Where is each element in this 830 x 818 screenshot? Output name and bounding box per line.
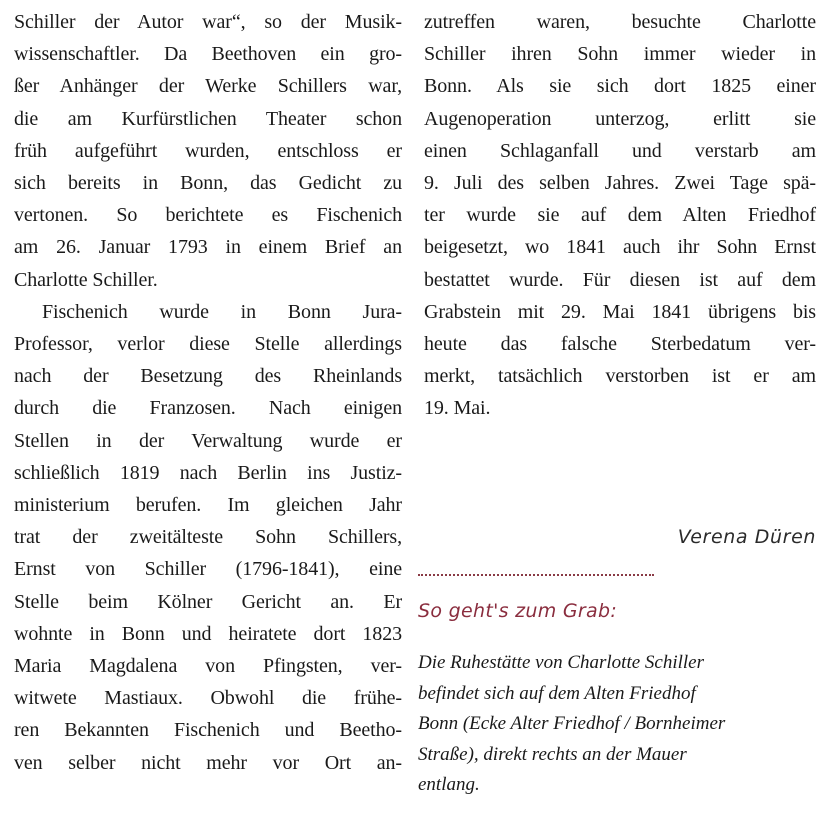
text-line: Grabstein mit 29. Mai 1841 übrigens bis: [424, 300, 816, 323]
text-line: durch die Franzosen. Nach einigen: [14, 397, 402, 420]
text-line: die am Kurfürstlichen Theater schon: [14, 107, 402, 130]
text-line: beigesetzt, wo 1841 auch ihr Sohn Ernst: [424, 236, 816, 259]
text-line: 9. Juli des selben Jahres. Zwei Tage spä-: [424, 172, 816, 195]
text-line: heute das falsche Sterbedatum ver-: [424, 333, 816, 356]
text-line: Stelle beim Kölner Gericht an. Er: [14, 590, 402, 613]
text-line: einen Schlaganfall und verstarb am: [424, 139, 816, 162]
article-column-right: [424, 6, 816, 425]
text-line: Bonn. Als sie sich dort 1825 einer: [424, 75, 816, 98]
info-box-line: Bonn (Ecke Alter Friedhof / Bornheimer: [418, 713, 726, 735]
info-box-body: [418, 648, 818, 801]
text-line: sich bereits in Bonn, das Gedicht zu: [14, 172, 402, 195]
text-line: am 26. Januar 1793 in einem Brief an: [14, 236, 402, 259]
info-box-line: entlang.: [418, 774, 480, 796]
info-box-line: Die Ruhestätte von Charlotte Schiller: [418, 652, 705, 673]
text-line: ßer Anhänger der Werke Schillers war,: [14, 75, 402, 98]
text-line: wohnte in Bonn und heiratete dort 1823: [14, 622, 402, 645]
text-line: zutreffen waren, besuchte Charlotte: [424, 11, 816, 33]
text-line: ven selber nicht mehr vor Ort an-: [14, 751, 402, 774]
info-box-line: Straße), direkt rechts an der Mauer: [418, 743, 687, 765]
text-line: ter wurde sie auf dem Alten Friedhof: [424, 204, 816, 227]
text-line: ren Bekannten Fischenich und Beetho-: [14, 719, 402, 742]
text-line: wissenschaftler. Da Beethoven ein gro-: [14, 43, 402, 66]
text-line: ministerium berufen. Im gleichen Jahr: [14, 494, 402, 517]
text-line: merkt, tatsächlich verstorben ist er am: [424, 365, 816, 388]
text-line: Schiller der Autor war“, so der Musik-: [14, 11, 402, 33]
text-line: 19. Mai.: [424, 397, 491, 420]
author-signature: Verena Düren: [677, 526, 816, 548]
text-line: vertonen. So berichtete es Fischenich: [14, 204, 402, 227]
text-line: Stellen in der Verwaltung wurde er: [14, 429, 402, 452]
text-line: witwete Mastiaux. Obwohl die frühe-: [14, 687, 402, 710]
text-line: Schiller ihren Sohn immer wieder in: [424, 43, 816, 66]
info-box-heading: So geht's zum Grab:: [418, 600, 618, 622]
article-column-left: [14, 6, 402, 779]
info-box-line: befindet sich auf dem Alten Friedhof: [418, 682, 696, 704]
text-line: bestattet wurde. Für diesen ist auf dem: [424, 268, 816, 291]
text-line: früh aufgeführt wurden, entschloss er: [14, 139, 402, 162]
dotted-divider: [418, 574, 654, 576]
text-line: Professor, verlor diese Stelle allerdings: [14, 333, 402, 356]
text-line: Charlotte Schiller.: [14, 268, 158, 291]
text-line: trat der zweitälteste Sohn Schillers,: [14, 526, 402, 549]
text-line: Maria Magdalena von Pfingsten, ver-: [14, 655, 402, 678]
text-line: Augenoperation unterzog, erlitt sie: [424, 107, 816, 130]
paragraph-start-line: Fischenich wurde in Bonn Jura-: [42, 300, 402, 323]
text-line: nach der Besetzung des Rheinlands: [14, 365, 402, 388]
text-line: Ernst von Schiller (1796-1841), eine: [14, 558, 402, 581]
text-line: schließlich 1819 nach Berlin ins Justiz-: [14, 461, 402, 484]
